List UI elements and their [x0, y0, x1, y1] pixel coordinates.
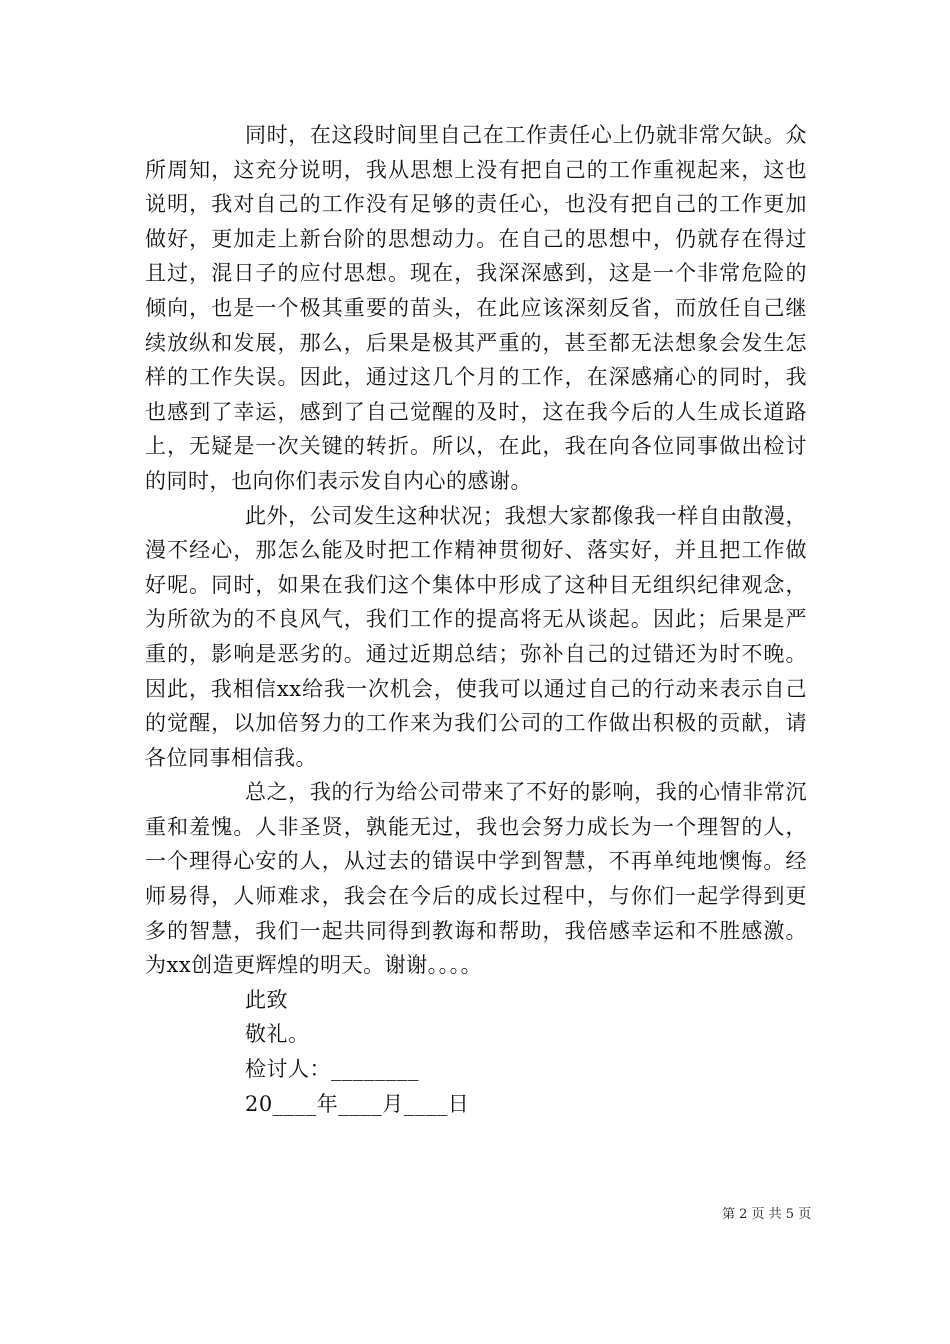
letter-closing	[145, 983, 807, 1121]
paragraph-2: 此外，公司发生这种状况；我想大家都像我一样自由散漫，漫不经心，那怎么能及时把工作精神贯彻好、落实好，并且把工作做好呢。同时，如果在我们这个集体中形成了这种目无组织纪律观念，为所欲为的不良风气，我们工作的提高将无从谈起。因此；后果是严重的，影响是恶劣的。通过近期总结；弥补自己的过错还为时不晚。因此，我相信xx给我一次机会，使我可以通过自己的行动来表示自己的觉醒，以加倍努力的工作来为我们公司的工作做出积极的贡献，请各位同事相信我。	[145, 503, 807, 770]
paragraph-1: 同时，在这段时间里自己在工作责任心上仍就非常欠缺。众所周知，这充分说明，我从思想上没有把自己的工作重视起来，这也说明，我对自己的工作没有足够的责任心，也没有把自己的工作更加做好，更加走上新台阶的思想动力。在自己的思想中，仍就存在得过且过，混日子的应付思想。现在，我深深感到，这是一个非常危险的倾向，也是一个极其重要的苗头，在此应该深刻反省，而放任自己继续放纵和发展，那么，后果是极其严重的，甚至都无法想象会发生怎样的工作失误。因此，通过这几个月的工作，在深感痛心的同时，我也感到了幸运，感到了自己觉醒的及时，这在我今后的人生成长道路上，无疑是一次关键的转折。所以，在此，我在向各位同事做出检讨的同时，也向你们表示发自内心的感谢。	[145, 123, 807, 493]
closing-date: 20____年____月____日	[245, 1091, 470, 1116]
closing-signer: 检讨人：________	[245, 1057, 419, 1082]
closing-regards: 敬礼。	[245, 1022, 310, 1047]
closing-salutation: 此致	[245, 987, 288, 1012]
page-number-footer: 第 2 页 共 5 页	[722, 1207, 812, 1222]
letter-body	[145, 118, 807, 1121]
paragraph-3: 总之，我的行为给公司带来了不好的影响，我的心情非常沉重和羞愧。人非圣贤，孰能无过，我也会努力成长为一个理智的人，一个理得心安的人，从过去的错误中学到智慧，不再单纯地懊悔。经师易得，人师难求，我会在今后的成长过程中，与你们一起学得到更多的智慧，我们一起共同得到教诲和帮助，我倍感幸运和不胜感激。为xx创造更辉煌的明天。谢谢。。。。	[145, 780, 807, 978]
